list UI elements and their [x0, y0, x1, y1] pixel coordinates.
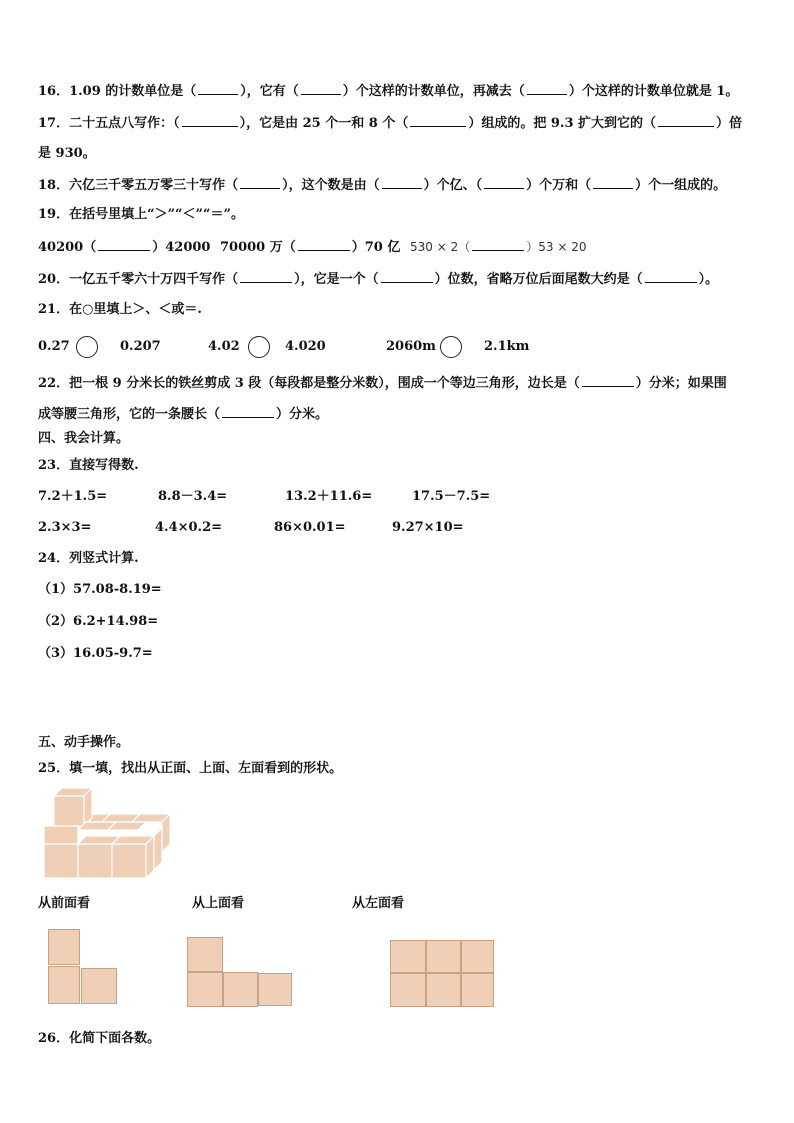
label-top-view: 从上面看 — [192, 896, 245, 911]
section-4-heading: 四、我会计算。 — [38, 431, 130, 446]
question-16: 16．1.09 的计数单位是（ ），它有（ ）个这样的计数单位，再减去（ ）个这样的计数单位就是 1。 — [38, 84, 739, 99]
answer-blank[interactable] — [593, 176, 633, 189]
calc-item: 13.2＋11.6= — [285, 489, 373, 504]
question-26-title: 26．化简下面各数。 — [38, 1031, 161, 1046]
view-square — [390, 973, 426, 1007]
answer-blank[interactable] — [222, 405, 274, 418]
question-24-title: 24．列竖式计算. — [38, 551, 139, 566]
calc-item: 9.27×10= — [392, 520, 464, 535]
question-17: 17．二十五点八写作：（ ），它是由 25 个一和 8 个（ ）组成的。把 9.3 扩大到它的（ ）倍 — [38, 116, 743, 131]
question-20: 20．一亿五千零六十万四千写作（ ），它是一个（ ）位数，省略万位后面尾数大约是（ ）。 — [38, 272, 719, 287]
view-square — [461, 940, 494, 973]
cube-stack-figure — [40, 786, 180, 882]
calc-item: 86×0.01= — [274, 520, 346, 535]
question-22-continued: 成等腰三角形，它的一条腰长（ ）分米。 — [38, 407, 329, 422]
label-left-view: 从左面看 — [352, 896, 405, 911]
question-18: 18．六亿三千零五万零三十写作（ ），这个数是由（ ）个亿、（ ）个万和（ ）个一组成的。 — [38, 178, 727, 193]
view-square — [187, 972, 223, 1007]
compare-right-c: 2.1km — [484, 339, 530, 354]
question-22: 22．把一根 9 分米长的铁丝剪成 3 段（每段都是整分米数），围成一个等边三角形，边长是（ ）分米；如果围 — [38, 376, 727, 391]
question-23-title: 23．直接写得数. — [38, 458, 139, 473]
compare-circle-b[interactable] — [248, 336, 270, 358]
compare-item-c: 530 × 2（ ）53 × 20 — [410, 240, 587, 254]
view-square — [223, 972, 258, 1007]
question-21-title: 21．在○里填上＞、＜或＝. — [38, 302, 202, 317]
answer-blank[interactable] — [410, 114, 466, 127]
section-5-heading: 五、动手操作。 — [38, 735, 130, 750]
vertical-calc-item: （3）16.05-9.7= — [38, 646, 153, 661]
answer-blank[interactable] — [198, 82, 238, 95]
view-square — [461, 973, 494, 1007]
answer-blank[interactable] — [381, 270, 433, 283]
view-square — [48, 929, 80, 965]
view-square — [426, 940, 461, 973]
answer-blank[interactable] — [658, 114, 714, 127]
question-19-title: 19．在括号里填上“＞”“＜”“＝”。 — [38, 207, 244, 222]
question-25-title: 25．填一填，找出从正面、上面、左面看到的形状。 — [38, 761, 343, 776]
answer-blank[interactable] — [645, 270, 697, 283]
answer-blank[interactable] — [382, 176, 422, 189]
view-square — [258, 973, 292, 1006]
calc-item: 2.3×3= — [38, 520, 92, 535]
calc-item: 17.5－7.5= — [412, 489, 491, 504]
view-square — [390, 940, 426, 973]
view-square — [48, 966, 80, 1004]
answer-blank[interactable] — [472, 238, 524, 251]
answer-blank[interactable] — [298, 238, 350, 251]
answer-blank[interactable] — [98, 238, 150, 251]
answer-blank[interactable] — [240, 176, 280, 189]
view-square — [426, 973, 461, 1007]
view-square — [81, 968, 117, 1004]
compare-left-b: 4.02 — [208, 339, 240, 354]
compare-circle-c[interactable] — [440, 336, 462, 358]
answer-blank[interactable] — [240, 270, 292, 283]
view-square — [187, 937, 223, 972]
answer-blank[interactable] — [182, 114, 238, 127]
compare-right-b: 4.020 — [285, 339, 326, 354]
compare-item-a: 40200（ ）42000 — [38, 240, 211, 255]
compare-left-a: 0.27 — [38, 339, 70, 354]
vertical-calc-item: （1）57.08-8.19= — [38, 582, 162, 597]
calc-item: 4.4×0.2= — [155, 520, 223, 535]
vertical-calc-item: （2）6.2+14.98= — [38, 614, 159, 629]
question-17-continued: 是 930。 — [38, 146, 96, 161]
answer-blank[interactable] — [527, 82, 567, 95]
label-front-view: 从前面看 — [38, 896, 91, 911]
answer-blank[interactable] — [301, 82, 341, 95]
compare-circle-a[interactable] — [76, 336, 98, 358]
calc-item: 7.2＋1.5= — [38, 489, 108, 504]
calc-item: 8.8－3.4= — [158, 489, 228, 504]
answer-blank[interactable] — [484, 176, 524, 189]
compare-right-a: 0.207 — [120, 339, 161, 354]
compare-item-b: 70000 万（ ）70 亿 — [220, 240, 401, 255]
answer-blank[interactable] — [582, 374, 634, 387]
compare-left-c: 2060m — [386, 339, 436, 354]
